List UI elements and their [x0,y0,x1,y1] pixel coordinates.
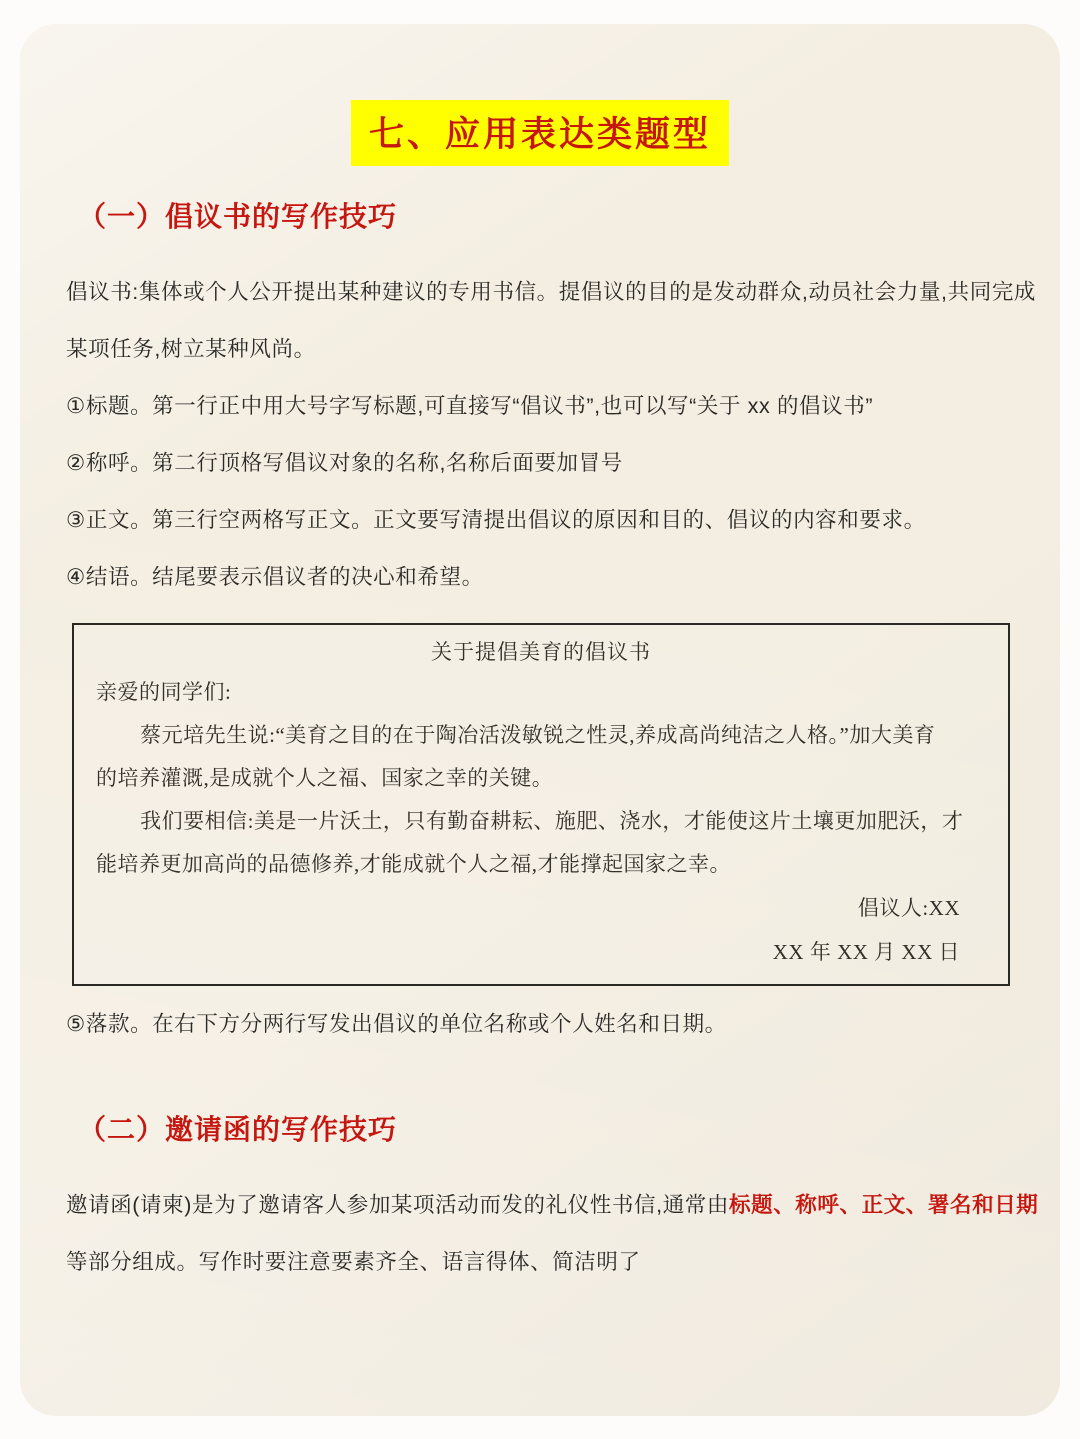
section2-intro-prefix: 邀请函(请柬)是为了邀请客人参加某项活动而发的礼仪性书信,通常由 [66,1193,729,1217]
point-title: ①标题。第一行正中用大号字写标题,可直接写“倡议书”,也可以写“关于 xx 的倡议书” [66,394,874,418]
section2-heading: （二）邀请函的写作技巧 [78,1114,398,1145]
page-title-row [66,100,1014,166]
letter-para2-line-1: 我们要相信:美是一片沃土，只有勤奋耕耘、施肥、浇水，才能使这片土壤更加肥沃，才 [140,809,964,833]
document-page [20,24,1060,1416]
letter-date: XX 年 XX 月 XX 日 [772,940,960,964]
example-letter-box [72,623,1010,986]
section2-intro-line-1 [66,1177,1039,1234]
section2-intro-line-2: 等部分组成。写作时要注意要素齐全、语言得体、简洁明了 [66,1250,641,1274]
letter-title: 关于提倡美育的倡议书 [431,640,651,664]
section2-intro-highlight: 标题、称呼、正文、署名和日期 [729,1193,1039,1217]
section1-heading: （一）倡议书的写作技巧 [78,201,398,232]
page-title: 七、应用表达类题型 [351,100,729,166]
section2-intro [66,1177,1039,1291]
section1-intro [66,264,1037,378]
point-signoff: ⑤落款。在右下方分两行写发出倡议的单位名称或个人姓名和日期。 [66,1012,727,1036]
point-salutation: ②称呼。第二行顶格写倡议对象的名称,名称后面要加冒号 [66,451,623,475]
letter-para1-line-1: 蔡元培先生说:“美育之目的在于陶冶活泼敏锐之性灵,养成高尚纯洁之人格。”加大美育 [140,723,936,747]
letter-salutation: 亲爱的同学们: [96,680,232,704]
letter-para1-line-2: 的培养灌溉,是成就个人之福、国家之幸的关键。 [96,766,554,790]
section1-intro-line-2: 某项任务,树立某种风尚。 [66,337,316,361]
point-closing: ④结语。结尾要表示倡议者的决心和希望。 [66,565,484,589]
letter-para2-line-2: 能培养更加高尚的品德修养,才能成就个人之福,才能撑起国家之幸。 [96,852,731,876]
letter-signer: 倡议人:XX [857,896,960,920]
section1-points [66,378,1014,606]
point-body: ③正文。第三行空两格写正文。正文要写清提出倡议的原因和目的、倡议的内容和要求。 [66,508,926,532]
section1-intro-line-1: 倡议书:集体或个人公开提出某种建议的专用书信。提倡议的目的是发动群众,动员社会力量,共同完成 [66,280,1037,304]
